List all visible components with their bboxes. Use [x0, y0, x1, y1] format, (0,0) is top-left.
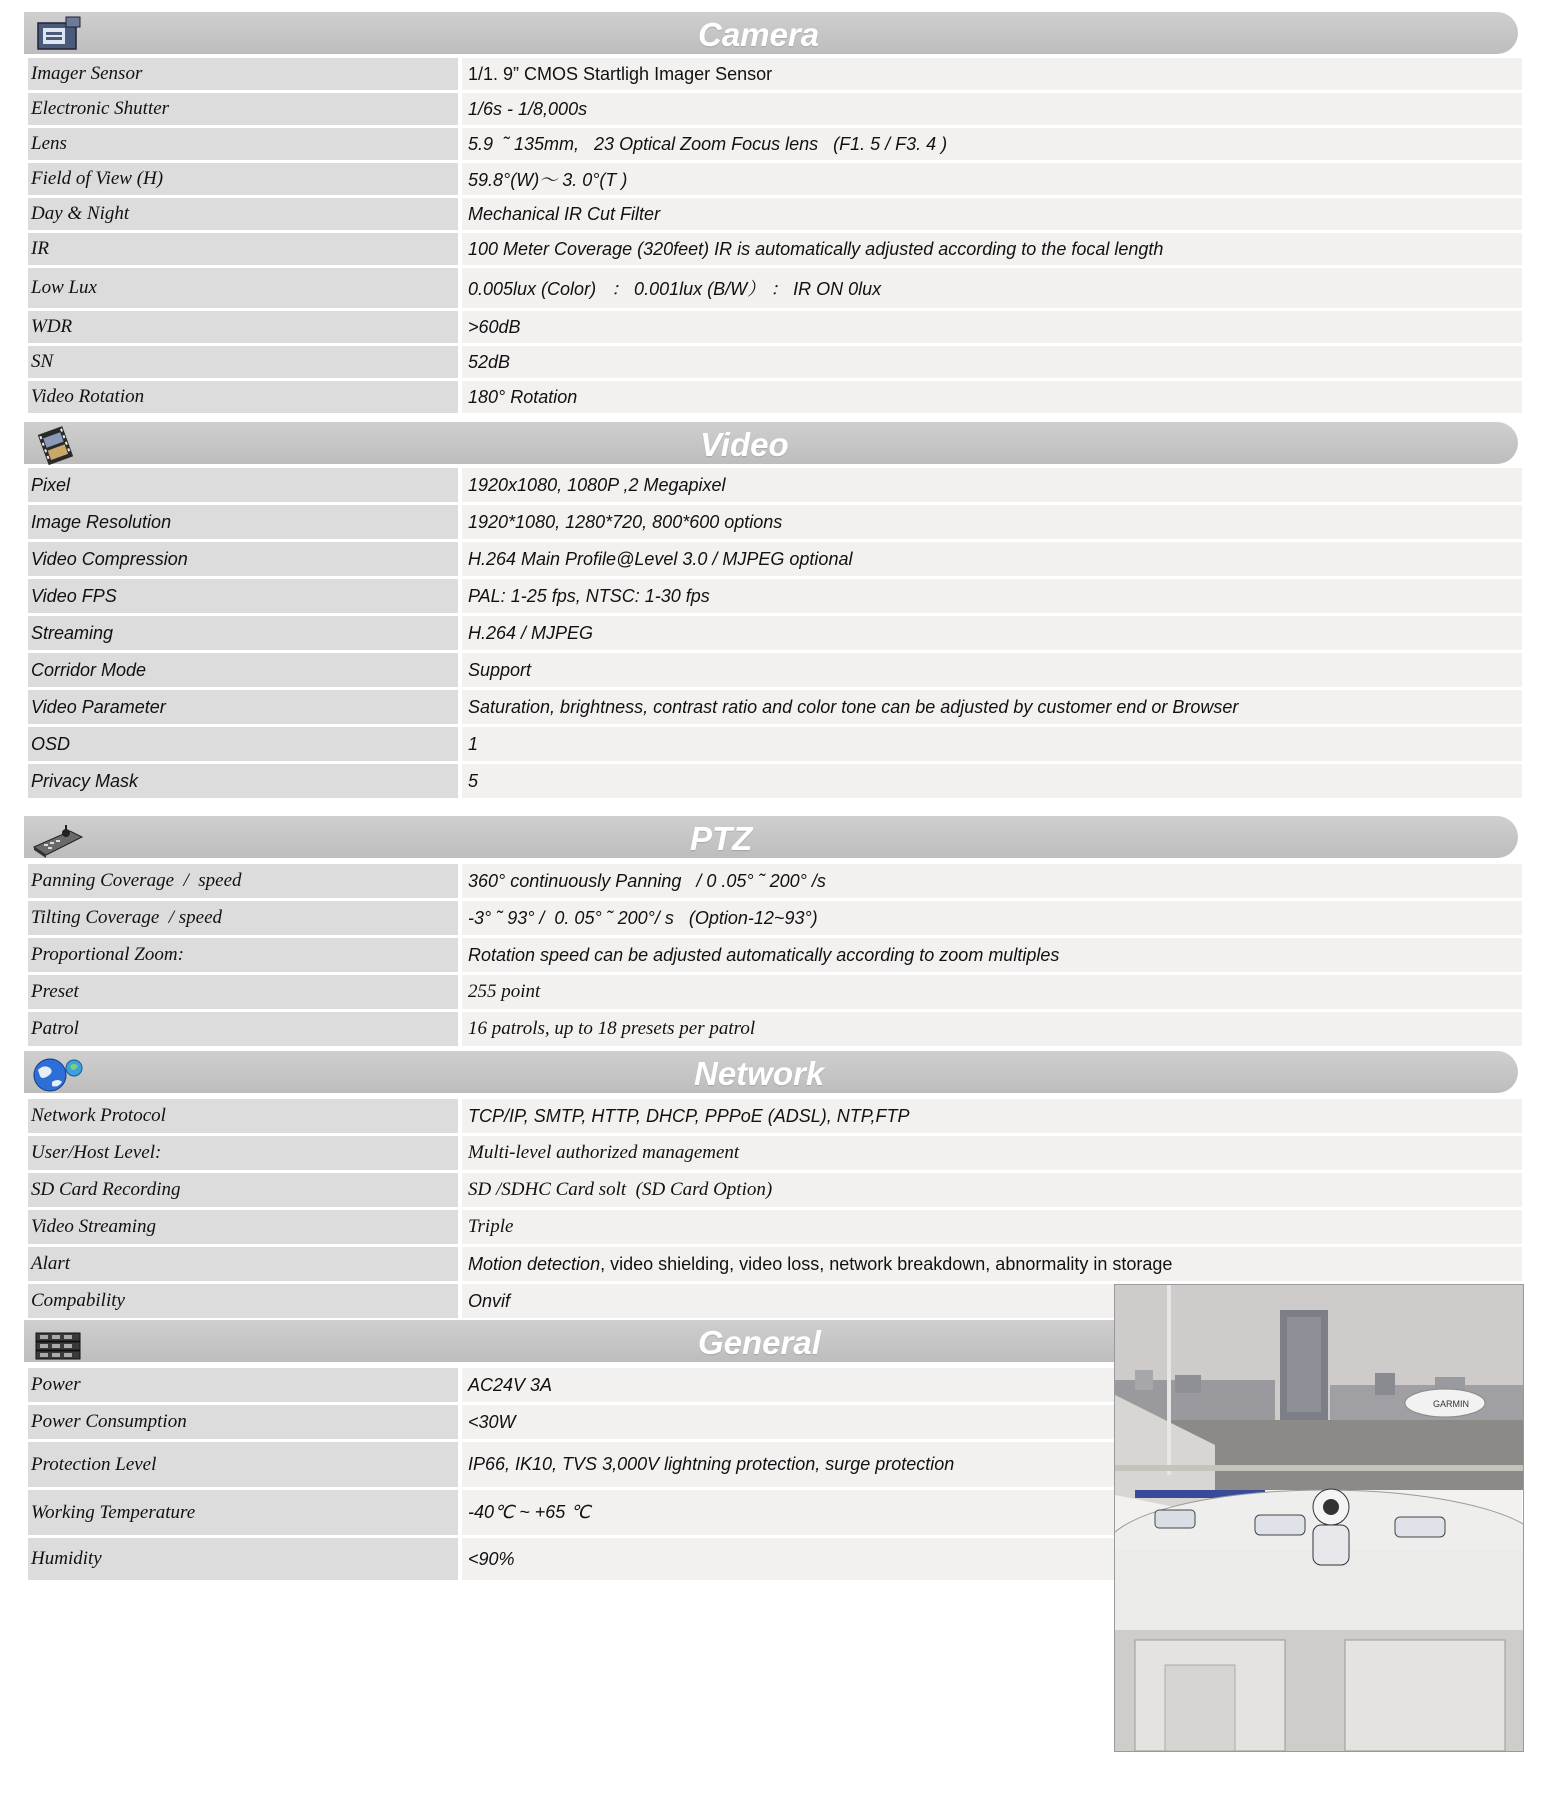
table-row: [28, 616, 1522, 650]
spec-value: Multi-level authorized management: [462, 1136, 1522, 1170]
spec-value: -3° ˜ 93° / 0. 05° ˜ 200°/ s (Option-12~93°): [462, 901, 1522, 935]
table-row: [28, 864, 1522, 898]
spec-label: Preset: [28, 975, 458, 1009]
spec-label: User/Host Level:: [28, 1136, 458, 1170]
table-row: [28, 128, 1522, 160]
table-row: [28, 975, 1522, 1009]
spec-value: 5.9 ˜ 135mm, 23 Optical Zoom Focus lens (F1. 5 / F3. 4 ): [462, 128, 1522, 160]
spec-label: Video Streaming: [28, 1210, 458, 1244]
spec-label: Corridor Mode: [28, 653, 458, 687]
spec-label: Video FPS: [28, 579, 458, 613]
table-row: [28, 938, 1522, 972]
spec-label: IR: [28, 233, 458, 265]
spec-value: TCP/IP, SMTP, HTTP, DHCP, PPPoE (ADSL), NTP,FTP: [462, 1099, 1522, 1133]
spec-value: 1/6s - 1/8,000s: [462, 93, 1522, 125]
spec-label: Power Consumption: [28, 1405, 458, 1439]
radar-brand-text: GARMIN: [1433, 1399, 1469, 1409]
section-header-network: [24, 1051, 1518, 1093]
table-row: [28, 579, 1522, 613]
spec-value: AC24V 3A: [462, 1368, 1522, 1402]
spec-value: 1/1. 9” CMOS Startligh Imager Sensor: [462, 58, 1522, 90]
spec-value: 1: [462, 727, 1522, 761]
spec-label: Video Rotation: [28, 381, 458, 413]
spec-label: Video Compression: [28, 542, 458, 576]
table-row: [28, 1247, 1522, 1281]
spec-value: 1920*1080, 1280*720, 800*600 options: [462, 505, 1522, 539]
table-row: [28, 1136, 1522, 1170]
spec-value: IP66, IK10, TVS 3,000V lightning protection, surge protection: [462, 1442, 1522, 1487]
section-title-camera: Camera: [698, 16, 820, 53]
spec-value: 5: [462, 764, 1522, 798]
section-header-video: [24, 422, 1518, 464]
section-header-ptz: [24, 816, 1518, 858]
table-row: [28, 198, 1522, 230]
spec-value: 59.8°(W)～ 3. 0°(T ): [462, 163, 1522, 195]
spec-value: Onvif: [462, 1284, 1522, 1318]
spec-value: 180° Rotation: [462, 381, 1522, 413]
spec-label: Compability: [28, 1284, 458, 1318]
spec-label: Power: [28, 1368, 458, 1402]
spec-label: Video Parameter: [28, 690, 458, 724]
spec-label: Tilting Coverage / speed: [28, 901, 458, 935]
spec-value: H.264 / MJPEG: [462, 616, 1522, 650]
spec-value: <90%: [462, 1538, 1522, 1580]
table-row: [28, 1012, 1522, 1046]
globe-network-icon: [30, 1052, 84, 1094]
table-row: [28, 233, 1522, 265]
table-row: [28, 764, 1522, 798]
product-installation-photo: [1114, 1284, 1524, 1752]
table-row: [28, 1173, 1522, 1207]
table-row: [28, 542, 1522, 576]
spec-label: Electronic Shutter: [28, 93, 458, 125]
spec-value: H.264 Main Profile@Level 3.0 / MJPEG optional: [462, 542, 1522, 576]
section-title-ptz: PTZ: [690, 820, 753, 857]
spec-value: 16 patrols, up to 18 presets per patrol: [462, 1012, 1522, 1046]
spec-label: WDR: [28, 311, 458, 343]
spec-label: SD Card Recording: [28, 1173, 458, 1207]
spec-label: Protection Level: [28, 1442, 458, 1487]
spec-value: 255 point: [462, 975, 1522, 1009]
spec-label: Network Protocol: [28, 1099, 458, 1133]
table-row: [28, 381, 1522, 413]
spec-value: 360° continuously Panning / 0 .05° ˜ 200° /s: [462, 864, 1522, 898]
table-row: [28, 653, 1522, 687]
table-row: [28, 901, 1522, 935]
spec-label: Low Lux: [28, 268, 458, 308]
table-row: [28, 163, 1522, 195]
spec-value: 0.005lux (Color) ： 0.001lux (B/W） ： IR ON 0lux: [462, 268, 1522, 308]
table-row: [28, 727, 1522, 761]
spec-value: -40℃ ~ +65 ℃: [462, 1490, 1522, 1535]
table-row: [28, 93, 1522, 125]
spec-label: Field of View (H): [28, 163, 458, 195]
spec-value: PAL: 1-25 fps, NTSC: 1-30 fps: [462, 579, 1522, 613]
table-row: [28, 268, 1522, 308]
spec-value: 100 Meter Coverage (320feet) IR is automatically adjusted according to the focal length: [462, 233, 1522, 265]
server-rack-icon: [30, 1321, 84, 1363]
spec-value: SD /SDHC Card solt (SD Card Option): [462, 1173, 1522, 1207]
section-title-network: Network: [694, 1055, 825, 1092]
spec-label: Imager Sensor: [28, 58, 458, 90]
spec-label: Pixel: [28, 468, 458, 502]
spec-value: 52dB: [462, 346, 1522, 378]
table-row: [28, 505, 1522, 539]
spec-label: Patrol: [28, 1012, 458, 1046]
camera-icon: [30, 13, 84, 55]
spec-label: Streaming: [28, 616, 458, 650]
table-row: [28, 311, 1522, 343]
joystick-keyboard-icon: [30, 817, 84, 859]
spec-value-rest: , video shielding, video loss, network breakdown, abnormality in storage: [600, 1253, 1173, 1274]
spec-value: Rotation speed can be adjusted automatically according to zoom multiples: [462, 938, 1522, 972]
spec-label: Humidity: [28, 1538, 458, 1580]
spec-value: Saturation, brightness, contrast ratio and color tone can be adjusted by customer end or Browser: [462, 690, 1522, 724]
table-row: [28, 690, 1522, 724]
table-row: [28, 468, 1522, 502]
table-row: [28, 1099, 1522, 1133]
spec-label: OSD: [28, 727, 458, 761]
spec-label: Alart: [28, 1247, 458, 1281]
section-title-general: General: [698, 1324, 821, 1361]
spec-value-emphasis: Motion detection: [468, 1253, 601, 1274]
section-header-camera: [24, 12, 1518, 54]
spec-label: Panning Coverage / speed: [28, 864, 458, 898]
spec-label: Proportional Zoom:: [28, 938, 458, 972]
spec-value: [462, 1247, 1522, 1281]
section-title-video: Video: [700, 426, 789, 463]
table-row: [28, 1210, 1522, 1244]
spec-label: Lens: [28, 128, 458, 160]
spec-value: Mechanical IR Cut Filter: [462, 198, 1522, 230]
spec-value: 1920x1080, 1080P ,2 Megapixel: [462, 468, 1522, 502]
table-row: [28, 58, 1522, 90]
spec-label: Image Resolution: [28, 505, 458, 539]
spec-label: Working Temperature: [28, 1490, 458, 1535]
spec-label: Privacy Mask: [28, 764, 458, 798]
spec-value: Triple: [462, 1210, 1522, 1244]
spec-value: Support: [462, 653, 1522, 687]
film-strip-icon: [30, 423, 84, 465]
spec-value: >60dB: [462, 311, 1522, 343]
spec-label: SN: [28, 346, 458, 378]
spec-value: <30W: [462, 1405, 1522, 1439]
table-row: [28, 346, 1522, 378]
spec-label: Day & Night: [28, 198, 458, 230]
